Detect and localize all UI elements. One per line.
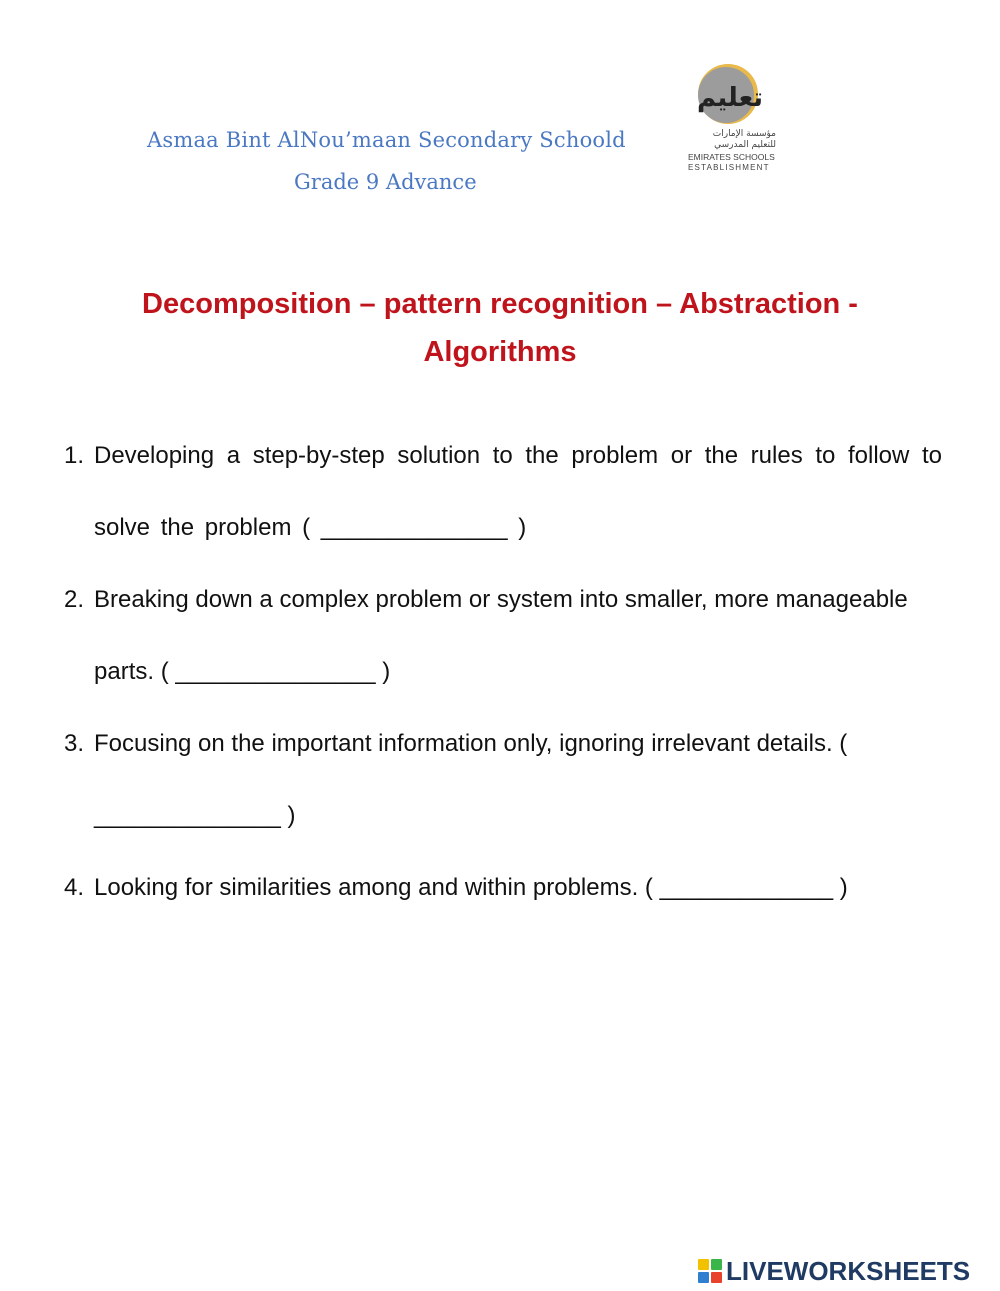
question-item (62, 420, 942, 564)
school-header (0, 0, 1000, 240)
logo-arabic-sub1: مؤسسة الإمارات (712, 129, 776, 139)
grade-label: Grade 9 Advance (294, 170, 477, 194)
question-number: 1. (64, 442, 85, 469)
page-title-line1: Decomposition – pattern recognition – Abstraction - (142, 288, 858, 320)
logo-english-line2: ESTABLISHMENT (688, 163, 770, 172)
liveworksheets-wordmark: LIVEWORKSHEETS (726, 1255, 971, 1286)
question-number: 4. (64, 874, 85, 901)
page-title-line2: Algorithms (423, 336, 577, 368)
logo-arabic-sub2: للتعليم المدرسي (714, 140, 776, 150)
question-number: 2. (64, 586, 85, 613)
liveworksheets-logo-icon (698, 1259, 722, 1283)
question-text: Looking for similarities among and within problems. ( _____________ ) (94, 874, 848, 901)
question-text: Focusing on the important information only, ignoring irrelevant details. ( ______________ ) (94, 730, 848, 829)
question-item (62, 852, 942, 924)
page-title (60, 280, 940, 376)
question-text: Breaking down a complex problem or system into smaller, more manageable parts. ( _______________ ) (94, 586, 908, 685)
emirates-schools-logo (684, 62, 784, 178)
logo-square-yellow (698, 1259, 709, 1270)
question-item (62, 564, 942, 708)
question-item (62, 708, 942, 852)
question-number: 3. (64, 730, 85, 757)
liveworksheets-brand[interactable] (698, 1256, 970, 1286)
logo-square-red (711, 1272, 722, 1283)
question-list (62, 420, 942, 924)
logo-english-line1: EMIRATES SCHOOLS (688, 152, 775, 162)
logo-square-blue (698, 1272, 709, 1283)
school-name: Asmaa Bint AlNou’maan Secondary Schoold (147, 128, 626, 152)
question-text: Developing a step-by-step solution to the problem or the rules to follow to solve the problem ( ______________ ) (94, 442, 942, 541)
logo-square-green (711, 1259, 722, 1270)
logo-arabic-title: تعليم (696, 83, 764, 113)
